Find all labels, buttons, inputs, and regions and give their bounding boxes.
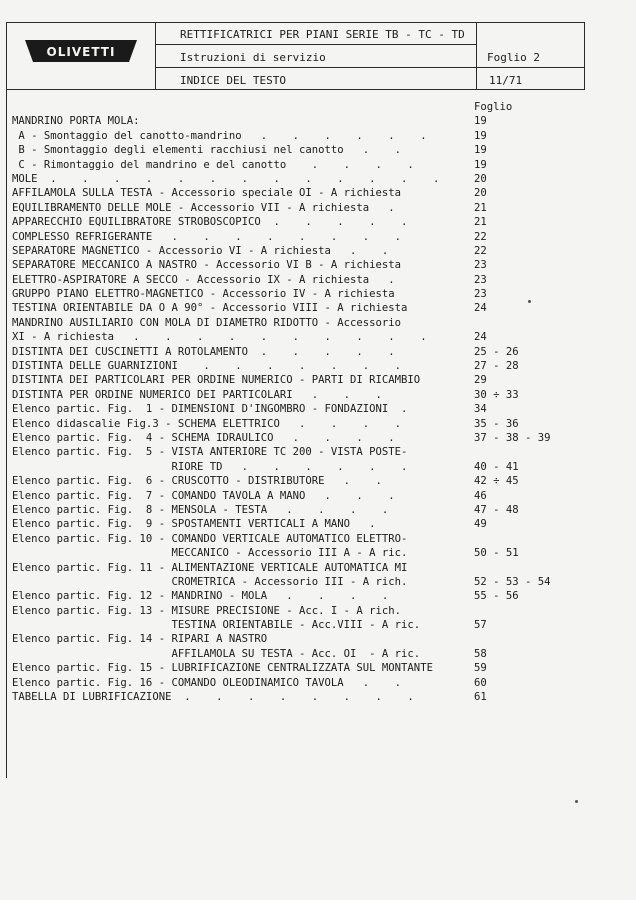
toc-entry-page: 46: [474, 489, 487, 502]
toc-entry-page: 19: [474, 144, 487, 157]
toc-entry-text: DISTINTA PER ORDINE NUMERICO DEI PARTICOLARI . . .: [12, 388, 382, 401]
toc-entry-text: TESTINA ORIENTABILE - Acc.VIII - A ric.: [12, 619, 421, 632]
toc-entry-text: SEPARATORE MECCANICO A NASTRO - Accessorio VI B - A richiesta: [12, 259, 402, 272]
toc-page-header-row: [12, 100, 572, 114]
document-title: RETTIFICATRICI PER PIANI SERIE TB - TC - TD: [180, 28, 465, 41]
toc-entry-text: TESTINA ORIENTABILE DA O A 90° - Accessorio VIII - A richiesta: [12, 302, 408, 315]
toc-entry-text: Elenco partic. Fig. 9 - SPOSTAMENTI VERTICALI A MANO .: [12, 518, 376, 531]
toc-entry: [12, 330, 572, 344]
toc-entry: [12, 489, 572, 503]
toc-entry: [12, 517, 572, 531]
toc-entry: [12, 532, 572, 546]
toc-entry-page: 25 - 26: [474, 345, 519, 358]
toc-entry: [12, 618, 572, 632]
toc-entry: [12, 258, 572, 272]
toc-entry-text: EQUILIBRAMENTO DELLE MOLE - Accessorio VII - A richiesta .: [12, 201, 395, 214]
toc-entry-page: 37 - 38 - 39: [474, 431, 551, 444]
toc-entry: [12, 417, 572, 431]
left-margin-rule: [6, 88, 7, 778]
toc-entry-text: GRUPPO PIANO ELETTRO-MAGNETICO - Accessorio IV - A richiesta: [12, 288, 395, 301]
toc-entry: [12, 172, 572, 186]
toc-entry-page: 50 - 51: [474, 547, 519, 560]
toc-entry: [12, 402, 572, 416]
toc-entry: [12, 316, 572, 330]
toc-entry: [12, 345, 572, 359]
toc-entry-page: 40 - 41: [474, 460, 519, 473]
toc-entry: [12, 474, 572, 488]
toc-entry-page: 21: [474, 201, 487, 214]
index-label: INDICE DEL TESTO: [180, 74, 286, 87]
toc-entry-page: 35 - 36: [474, 417, 519, 430]
toc-entry-text: Elenco partic. Fig. 7 - COMANDO TAVOLA A MANO . . .: [12, 489, 395, 502]
toc-entry-page: 21: [474, 216, 487, 229]
toc-entry: [12, 230, 572, 244]
olivetti-logo: [21, 37, 141, 65]
toc-entry-text: B - Smontaggio degli elementi racchiusi nel canotto . .: [12, 144, 402, 157]
header-middle: [156, 23, 477, 89]
table-of-contents: [12, 100, 572, 704]
toc-entry-page: 55 - 56: [474, 590, 519, 603]
toc-entry-page: 22: [474, 230, 487, 243]
toc-entry: [12, 503, 572, 517]
toc-entry: [12, 186, 572, 200]
toc-entry: [12, 690, 572, 704]
toc-entry-page: 60: [474, 676, 487, 689]
toc-entry-text: A - Smontaggio del canotto-mandrino . . . . . .: [12, 129, 427, 142]
toc-entry: [12, 632, 572, 646]
toc-entry-text: Elenco partic. Fig. 1 - DIMENSIONI D'INGOMBRO - FONDAZIONI .: [12, 403, 408, 416]
toc-entry-page: 19: [474, 158, 487, 171]
toc-entry-text: Elenco partic. Fig. 6 - CRUSCOTTO - DISTRIBUTORE . .: [12, 475, 382, 488]
toc-entry-text: Elenco partic. Fig. 15 - LUBRIFICAZIONE CENTRALIZZATA SUL MONTANTE: [12, 662, 433, 675]
toc-entry-text: DISTINTA DEI PARTICOLARI PER ORDINE NUMERICO - PARTI DI RICAMBIO: [12, 374, 421, 387]
toc-entry: [12, 604, 572, 618]
toc-entry-text: TABELLA DI LUBRIFICAZIONE . . . . . . . .: [12, 691, 414, 704]
toc-entry: [12, 301, 572, 315]
toc-entry-text: ELETTRO-ASPIRATORE A SECCO - Accessorio IX - A richiesta .: [12, 273, 395, 286]
toc-entry: [12, 114, 572, 128]
toc-entry: [12, 647, 572, 661]
toc-entry-page: 57: [474, 619, 487, 632]
toc-entry: [12, 388, 572, 402]
toc-entry: [12, 129, 572, 143]
toc-entry-text: MANDRINO AUSILIARIO CON MOLA DI DIAMETRO RIDOTTO - Accessorio: [12, 316, 402, 329]
toc-entry: [12, 158, 572, 172]
toc-entry-text: Elenco partic. Fig. 14 - RIPARI A NASTRO: [12, 633, 268, 646]
toc-entry-page: 23: [474, 259, 487, 272]
toc-entry-text: MOLE . . . . . . . . . . . . .: [12, 172, 440, 185]
toc-entry-page: 47 - 48: [474, 503, 519, 516]
toc-entry-page: 24: [474, 331, 487, 344]
toc-entry-text: Elenco partic. Fig. 10 - COMANDO VERTICALE AUTOMATICO ELETTRO-: [12, 532, 408, 545]
toc-entry-text: Elenco partic. Fig. 13 - MISURE PRECISIONE - Acc. I - A rich.: [12, 604, 402, 617]
toc-entry: [12, 359, 572, 373]
svg-text:OLIVETTI: OLIVETTI: [46, 45, 116, 59]
toc-entry: [12, 575, 572, 589]
sheet-label: Foglio 2: [487, 51, 540, 64]
toc-entry-text: DISTINTA DELLE GUARNIZIONI . . . . . . .: [12, 360, 402, 373]
toc-entry-text: XI - A richiesta . . . . . . . . . .: [12, 331, 427, 344]
toc-entry: [12, 589, 572, 603]
toc-entry-page: 24: [474, 302, 487, 315]
toc-entry-page: 23: [474, 288, 487, 301]
toc-entry: [12, 143, 572, 157]
toc-entry-text: Elenco partic. Fig. 11 - ALIMENTAZIONE VERTICALE AUTOMATICA MI: [12, 561, 408, 574]
toc-entry-text: CROMETRICA - Accessorio III - A rich.: [12, 575, 408, 588]
toc-entry-page: 20: [474, 172, 487, 185]
toc-entry-text: Elenco didascalie Fig.3 - SCHEMA ELETTRICO . . . .: [12, 417, 402, 430]
toc-entry-text: MANDRINO PORTA MOLA:: [12, 115, 140, 128]
toc-entry-text: Elenco partic. Fig. 5 - VISTA ANTERIORE TC 200 - VISTA POSTE-: [12, 446, 408, 459]
toc-entry-text: Elenco partic. Fig. 16 - COMANDO OLEODINAMICO TAVOLA . .: [12, 676, 402, 689]
toc-entry-page: 22: [474, 244, 487, 257]
toc-entry-page: 61: [474, 691, 487, 704]
header-right: [477, 23, 584, 89]
toc-entry-text: Elenco partic. Fig. 8 - MENSOLA - TESTA . . . .: [12, 503, 389, 516]
toc-entry-text: APPARECCHIO EQUILIBRATORE STROBOSCOPICO . . . . .: [12, 216, 408, 229]
toc-entry-text: C - Rimontaggio del mandrino e del canotto . . . .: [12, 158, 414, 171]
toc-entry-page: 42 ÷ 45: [474, 475, 519, 488]
document-date: 11/71: [489, 74, 523, 87]
document-subtitle: Istruzioni di servizio: [180, 51, 326, 64]
toc-entry-page: 20: [474, 187, 487, 200]
toc-entry-page: 59: [474, 662, 487, 675]
toc-entry: [12, 546, 572, 560]
toc-entry: [12, 431, 572, 445]
toc-entry: [12, 201, 572, 215]
toc-entry-page: 34: [474, 403, 487, 416]
toc-page-header: Foglio: [474, 101, 513, 113]
toc-entry-page: 19: [474, 129, 487, 142]
toc-entry: [12, 676, 572, 690]
toc-entry-text: COMPLESSO REFRIGERANTE . . . . . . . .: [12, 230, 402, 243]
toc-entry-page: 23: [474, 273, 487, 286]
document-header: [6, 22, 585, 90]
toc-entry: [12, 273, 572, 287]
toc-entry-text: AFFILAMOLA SU TESTA - Acc. OI - A ric.: [12, 647, 421, 660]
toc-entry: [12, 215, 572, 229]
toc-entry-page: 29: [474, 374, 487, 387]
toc-entry-text: MECCANICO - Accessorio III A - A ric.: [12, 547, 408, 560]
toc-entry-page: 19: [474, 115, 487, 128]
toc-entry-page: 30 ÷ 33: [474, 388, 519, 401]
toc-entry-text: RIORE TD . . . . . .: [12, 460, 408, 473]
toc-entry: [12, 287, 572, 301]
toc-entry: [12, 445, 572, 459]
toc-entry-text: DISTINTA DEI CUSCINETTI A ROTOLAMENTO . . . . .: [12, 345, 395, 358]
stray-mark: [575, 800, 578, 803]
toc-entry: [12, 373, 572, 387]
toc-entry-page: 27 - 28: [474, 360, 519, 373]
toc-entry-page: 58: [474, 647, 487, 660]
toc-entry: [12, 661, 572, 675]
toc-entry-text: AFFILAMOLA SULLA TESTA - Accessorio speciale OI - A richiesta: [12, 187, 402, 200]
toc-entry-text: Elenco partic. Fig. 4 - SCHEMA IDRAULICO . . . .: [12, 431, 395, 444]
toc-entry-page: 52 - 53 - 54: [474, 575, 551, 588]
stray-mark: [528, 300, 531, 303]
toc-entry: [12, 460, 572, 474]
toc-entry-text: Elenco partic. Fig. 12 - MANDRINO - MOLA . . . .: [12, 590, 389, 603]
logo-cell: [7, 23, 156, 89]
toc-entry: [12, 561, 572, 575]
toc-entry-page: 49: [474, 518, 487, 531]
toc-entry-text: SEPARATORE MAGNETICO - Accessorio VI - A richiesta . .: [12, 244, 389, 257]
toc-entry: [12, 244, 572, 258]
